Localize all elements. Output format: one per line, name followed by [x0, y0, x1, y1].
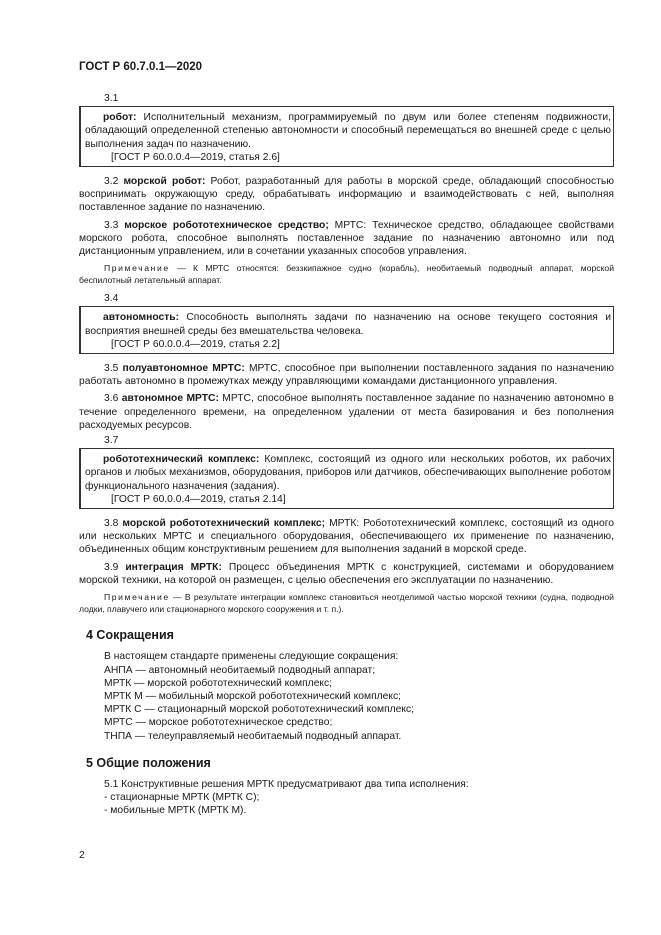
term-box-autonomy	[79, 306, 614, 354]
note	[79, 262, 614, 286]
term-paragraph: 3.6 автономное МРТС: МРТС, способное выполнять поставленное задание по назначению автономно в течение определенного времени, на определенном удалении от места базирования и без пополнения расходуемых ресурсов.	[79, 393, 614, 431]
note-label: Примечание	[104, 592, 170, 603]
list-item: ТНПА — телеуправляемый необитаемый подводный аппарат.	[104, 730, 402, 742]
section-title-abbreviations: 4 Сокращения	[86, 628, 174, 643]
term-source: [ГОСТ Р 60.0.0.4—2019, статья 2.2]	[111, 338, 280, 350]
term-definition: Процесс объединения МРТК с конструкцией, системами и оборудованием морской техники, на которой он размещен, с целью обеспечения его эксплуатации по назначению.	[79, 561, 614, 586]
term-definition: МРТК: Робототехнический комплекс, состоящий из одного или нескольких МРТС и специального оборудования, обеспечивающего их применение по назначению, объединенных общим конструктивным решением для выполнения заданий в морской среде.	[79, 518, 614, 556]
term-name: робототехнический комплекс:	[103, 454, 260, 466]
term-definition: Исполнительный механизм, программируемый по двум или более степеням подвижности, обладающий определенной степенью автономности и способный перемещаться во внешней среде с целью выполнения задач по назначению.	[85, 112, 611, 150]
term-definition: Комплекс, состоящий из одного или нескольких роботов, их рабочих органов и любых механизмов, оборудования, приборов или датчиков, обеспечивающих выполнение роботом функционального назначения (задания).	[85, 454, 611, 492]
section-intro: В настоящем стандарте применены следующие сокращения:	[104, 651, 399, 663]
clause-5-1: 5.1 Конструктивные решения МРТК предусматривают два типа исполнения:	[104, 778, 469, 790]
term-name: полуавтономное МРТС:	[122, 363, 245, 375]
term-box-robot	[79, 106, 614, 167]
term-paragraph: 3.8 морской робототехнический комплекс; МРТК: Робототехнический комплекс, состоящий из одного или нескольких МРТС и специального оборудования, обеспечивающего их применение по назначению, объединенных общим конструктивным решением для выполнения заданий в морской среде.	[79, 518, 614, 556]
general-provisions	[79, 778, 614, 818]
term-paragraph: 3.3 морское робототехническое средство; МРТС: Техническое средство, обладающее свойствами морского робота, способное выполнять поставленное задание по назначению автономно или под дистанционным управлением, или в сочетании указанных способов управления.	[79, 219, 614, 258]
term-paragraph: 3.5 полуавтономное МРТС: МРТС, способное при выполнении поставленного задания по назначению работать автономно в промежутках между управляющими командами дистанционного управления.	[79, 363, 614, 388]
term-number: 3.7	[104, 435, 119, 447]
term-definition: Способность выполнять задачи по назначению на основе текущего состояния и восприятия внешней среды без вмешательства человека.	[85, 312, 611, 337]
list-item: МРТС — морское робототехническое средство;	[104, 717, 333, 729]
term-name: интеграция МРТК:	[125, 561, 222, 573]
term-name: морское робототехническое средство;	[124, 219, 329, 231]
section-title-general: 5 Общие положения	[86, 755, 211, 770]
note-text: — В результате интеграции комплекс становиться неотделимой частью морской техники (судна, подводной лодки, плавучего или стационарного морского сооружения и т. п.).	[79, 592, 614, 615]
term-definition: МРТС: Техническое средство, обладающее свойствами морского робота, способное выполнять поставленное задание по назначению автономно или под дистанционным управлением, или в сочетании указанных способов управления.	[79, 219, 614, 258]
list-item: - стационарные МРТК (МРТК С);	[104, 792, 260, 804]
term-box-complex	[79, 448, 614, 509]
list-item: МРТК М — мобильный морской робототехнический комплекс;	[104, 690, 402, 702]
note	[79, 591, 614, 615]
term-number: 3.1	[104, 93, 119, 104]
term-name: автономность:	[103, 312, 180, 324]
term-definition: МРТС, способное выполнять поставленное задание по назначению автономно в течение определенного времени, на определенном удалении от места базирования и без пополнения расходуемых ресурсов.	[79, 393, 614, 431]
list-item: - мобильные МРТК (МРТК М).	[104, 805, 247, 817]
term-name: автономное МРТС:	[121, 393, 219, 405]
document-body	[79, 92, 614, 818]
abbreviations-list	[79, 650, 614, 742]
term-source: [ГОСТ Р 60.0.0.4—2019, статья 2.14]	[111, 493, 286, 505]
term-name: морской робот:	[123, 176, 206, 188]
term-paragraph: 3.9 интеграция МРТК: Процесс объединения МРТК с конструкцией, системами и оборудованием морской техники, на которой он размещен, с целью обеспечения его эксплуатации по назначению.	[79, 561, 614, 586]
term-source: [ГОСТ Р 60.0.0.4—2019, статья 2.6]	[111, 151, 280, 163]
document-header: ГОСТ Р 60.7.0.1—2020	[79, 61, 203, 73]
note-text: — К МРТС относятся: беззкипажное судно (корабль), необитаемый подводный аппарат, морской беспилотный летательный аппарат.	[79, 263, 614, 286]
term-definition: Робот, разработанный для работы в морской среде, обладающий способностью воспринимать окружающую среду, обрабатывать информацию и взаимодействовать с ней, выполняя поставленное задание по назначению.	[79, 176, 614, 214]
term-definition: МРТС, способное при выполнении поставленного задания по назначению работать автономно в промежутках между управляющими командами дистанционного управления.	[79, 363, 614, 388]
term-number: 3.4	[104, 293, 119, 305]
list-item: АНПА — автономный необитаемый подводный аппарат;	[104, 664, 376, 676]
list-item: МРТК С — стационарный морской робототехнический комплекс;	[104, 704, 415, 716]
term-paragraph: 3.2 морской робот: Робот, разработанный для работы в морской среде, обладающий способностью воспринимать окружающую среду, обрабатывать информацию и взаимодействовать с ней, выполняя поставленное задание по назначению.	[79, 176, 614, 214]
page-number: 2	[79, 849, 85, 861]
term-name: морской робототехнический комплекс;	[122, 518, 326, 530]
term-name: робот:	[103, 112, 137, 124]
note-label: Примечание	[104, 263, 170, 274]
list-item: МРТК — морской робототехнический комплекс;	[104, 677, 333, 689]
